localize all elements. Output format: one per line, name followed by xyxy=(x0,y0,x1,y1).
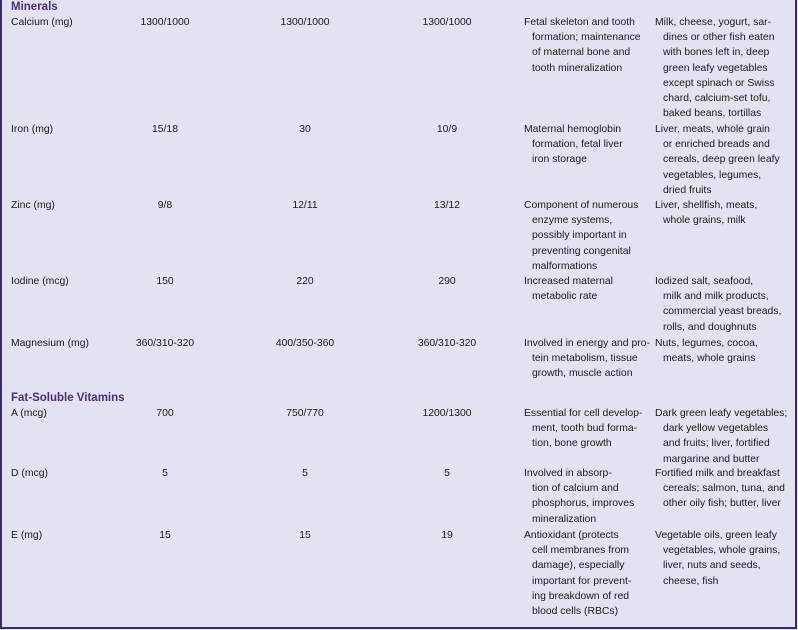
role-text-line: ing breakdown of red xyxy=(532,590,630,602)
role-text-line: metabolic rate xyxy=(532,291,598,303)
nutrient-name: Zinc (mg) xyxy=(11,200,55,211)
role-text-line: phosphorus, improves xyxy=(532,498,635,510)
food-sources-text-line: Vegetable oils, green leafy xyxy=(655,530,777,541)
nutrient-name: A (mcg) xyxy=(11,408,47,419)
role-text-line: mineralization xyxy=(532,513,597,525)
role-text-line: malformations xyxy=(532,260,598,272)
role-text-line: tion of calcium and xyxy=(532,483,619,495)
value-col-2: 750/770 xyxy=(286,408,324,419)
food-sources-text-line: Nuts, legumes, cocoa, xyxy=(655,338,758,349)
value-col-2: 5 xyxy=(302,468,308,479)
role-text-line: iron storage xyxy=(532,154,587,166)
food-sources-text-line: Iodized salt, seafood, xyxy=(655,276,754,287)
value-col-2: 220 xyxy=(296,276,314,287)
role-text-line: Maternal hemoglobin xyxy=(524,124,622,135)
food-sources-text-line: meats, whole grains xyxy=(663,353,756,365)
food-sources-text xyxy=(655,198,785,228)
value-col-3: 19 xyxy=(441,530,453,541)
food-sources-text-line: Milk, cheese, yogurt, sar- xyxy=(655,17,772,28)
value-col-2: 15 xyxy=(299,530,311,541)
food-sources-text-line: cheese, fish xyxy=(663,575,719,587)
value-col-1: 1300/1000 xyxy=(140,17,190,28)
role-text xyxy=(524,15,642,76)
value-col-2: 12/11 xyxy=(292,200,318,211)
food-sources-text-line: commercial yeast breads, xyxy=(663,306,782,318)
role-text xyxy=(524,336,650,382)
food-sources-text xyxy=(655,466,785,512)
food-sources-text-line: milk and milk products, xyxy=(663,291,769,303)
food-sources-text-line: green leafy vegetables xyxy=(663,62,768,74)
role-text-line: formation; maintenance xyxy=(532,32,641,44)
food-sources-text-line: baked beans, tortillas xyxy=(663,108,762,120)
food-sources-text-line: liver, nuts and seeds, xyxy=(663,560,761,572)
role-text-line: tion, bone growth xyxy=(532,438,612,450)
food-sources-text-line: rolls, and doughnuts xyxy=(663,321,757,333)
value-col-1: 150 xyxy=(156,276,174,287)
role-text-line: damage), especially xyxy=(532,560,625,572)
food-sources-text-line: chard, calcium-set tofu, xyxy=(663,93,771,105)
role-text-line: enzyme systems, xyxy=(532,215,613,227)
role-text xyxy=(524,528,642,619)
role-text-line: Increased maternal xyxy=(524,276,613,287)
section-heading-fat-soluble-vitamins: Fat-Soluble Vitamins xyxy=(11,392,125,404)
value-col-3: 5 xyxy=(444,468,450,479)
food-sources-text-line: vegetables, whole grains, xyxy=(663,545,781,557)
food-sources-text-line: or enriched breads and xyxy=(663,139,770,151)
food-sources-text-line: cereals; salmon, tuna, and xyxy=(663,483,785,495)
food-sources-text-line: whole grains, milk xyxy=(663,215,746,227)
role-text-line: tooth mineralization xyxy=(532,62,623,74)
value-col-1: 5 xyxy=(162,468,168,479)
role-text-line: growth, muscle action xyxy=(532,368,633,380)
value-col-2: 30 xyxy=(299,124,311,135)
role-text-line: of maternal bone and xyxy=(532,47,631,59)
value-col-3: 10/9 xyxy=(436,124,458,135)
role-text-line: Essential for cell develop- xyxy=(524,408,643,419)
value-col-3: 1200/1300 xyxy=(422,408,472,419)
food-sources-text-line: Liver, shellfish, meats, xyxy=(655,200,758,211)
food-sources-text xyxy=(655,528,785,589)
food-sources-text-line: Liver, meats, whole grain xyxy=(655,124,770,135)
role-text-line: important for prevent- xyxy=(532,575,632,587)
role-text-line: Fetal skeleton and tooth xyxy=(524,17,635,28)
value-col-3: 13/12 xyxy=(433,200,460,211)
role-text-line: Involved in absorp- xyxy=(524,468,612,479)
food-sources-text xyxy=(655,274,785,335)
food-sources-text xyxy=(655,122,785,198)
food-sources-text xyxy=(655,406,788,467)
role-text xyxy=(524,466,642,527)
food-sources-text xyxy=(655,336,785,366)
nutrient-name: E (mg) xyxy=(11,530,43,541)
food-sources-text-line: Dark green leafy vegetables; xyxy=(655,408,788,419)
nutrient-name: Iodine (mcg) xyxy=(11,276,69,287)
section-heading-minerals: Minerals xyxy=(11,1,58,13)
value-col-3: 1300/1000 xyxy=(422,17,472,28)
role-text-line: tein metabolism, tissue xyxy=(532,353,638,365)
food-sources-text-line: margarine and butter xyxy=(663,453,760,465)
role-text-line: Involved in energy and pro- xyxy=(524,338,650,349)
value-col-3: 290 xyxy=(438,276,456,287)
role-text-line: formation, fetal liver xyxy=(532,139,623,151)
food-sources-text-line: with bones left in, deep xyxy=(663,47,770,59)
nutrient-name: D (mcg) xyxy=(11,468,48,479)
role-text-line: Antioxidant (protects xyxy=(524,530,619,541)
nutrient-name: Iron (mg) xyxy=(11,124,54,135)
role-text-line: Component of numerous xyxy=(524,200,639,211)
value-col-1: 360/310-320 xyxy=(135,338,195,349)
food-sources-text-line: Fortified milk and breakfast xyxy=(655,468,780,479)
role-text-line: blood cells (RBCs) xyxy=(532,606,619,618)
value-col-1: 700 xyxy=(156,408,174,419)
value-col-2: 400/350-360 xyxy=(275,338,335,349)
value-col-1: 15 xyxy=(159,530,171,541)
role-text-line: preventing congenital xyxy=(532,245,631,257)
food-sources-text-line: and fruits; liver, fortified xyxy=(663,438,770,450)
role-text xyxy=(524,406,642,452)
value-col-1: 15/18 xyxy=(151,124,178,135)
value-col-2: 1300/1000 xyxy=(280,17,330,28)
value-col-1: 9/8 xyxy=(157,200,173,211)
role-text xyxy=(524,122,642,168)
role-text-line: possibly important in xyxy=(532,230,627,242)
food-sources-text-line: dark yellow vegetables xyxy=(663,423,769,435)
nutrient-name: Magnesium (mg) xyxy=(11,338,89,349)
nutrient-name: Calcium (mg) xyxy=(11,17,73,28)
food-sources-text-line: dines or other fish eaten xyxy=(663,32,775,44)
food-sources-text xyxy=(655,15,785,121)
food-sources-text-line: dried fruits xyxy=(663,184,712,196)
role-text-line: ment, tooth bud forma- xyxy=(532,423,638,435)
food-sources-text-line: vegetables, legumes, xyxy=(663,169,762,181)
role-text xyxy=(524,198,642,274)
food-sources-text-line: cereals, deep green leafy xyxy=(663,154,780,166)
value-col-3: 360/310-320 xyxy=(417,338,477,349)
food-sources-text-line: except spinach or Swiss xyxy=(663,77,775,89)
food-sources-text-line: other oily fish; butter, liver xyxy=(663,498,781,510)
role-text xyxy=(524,274,642,304)
role-text-line: cell membranes from xyxy=(532,545,630,557)
